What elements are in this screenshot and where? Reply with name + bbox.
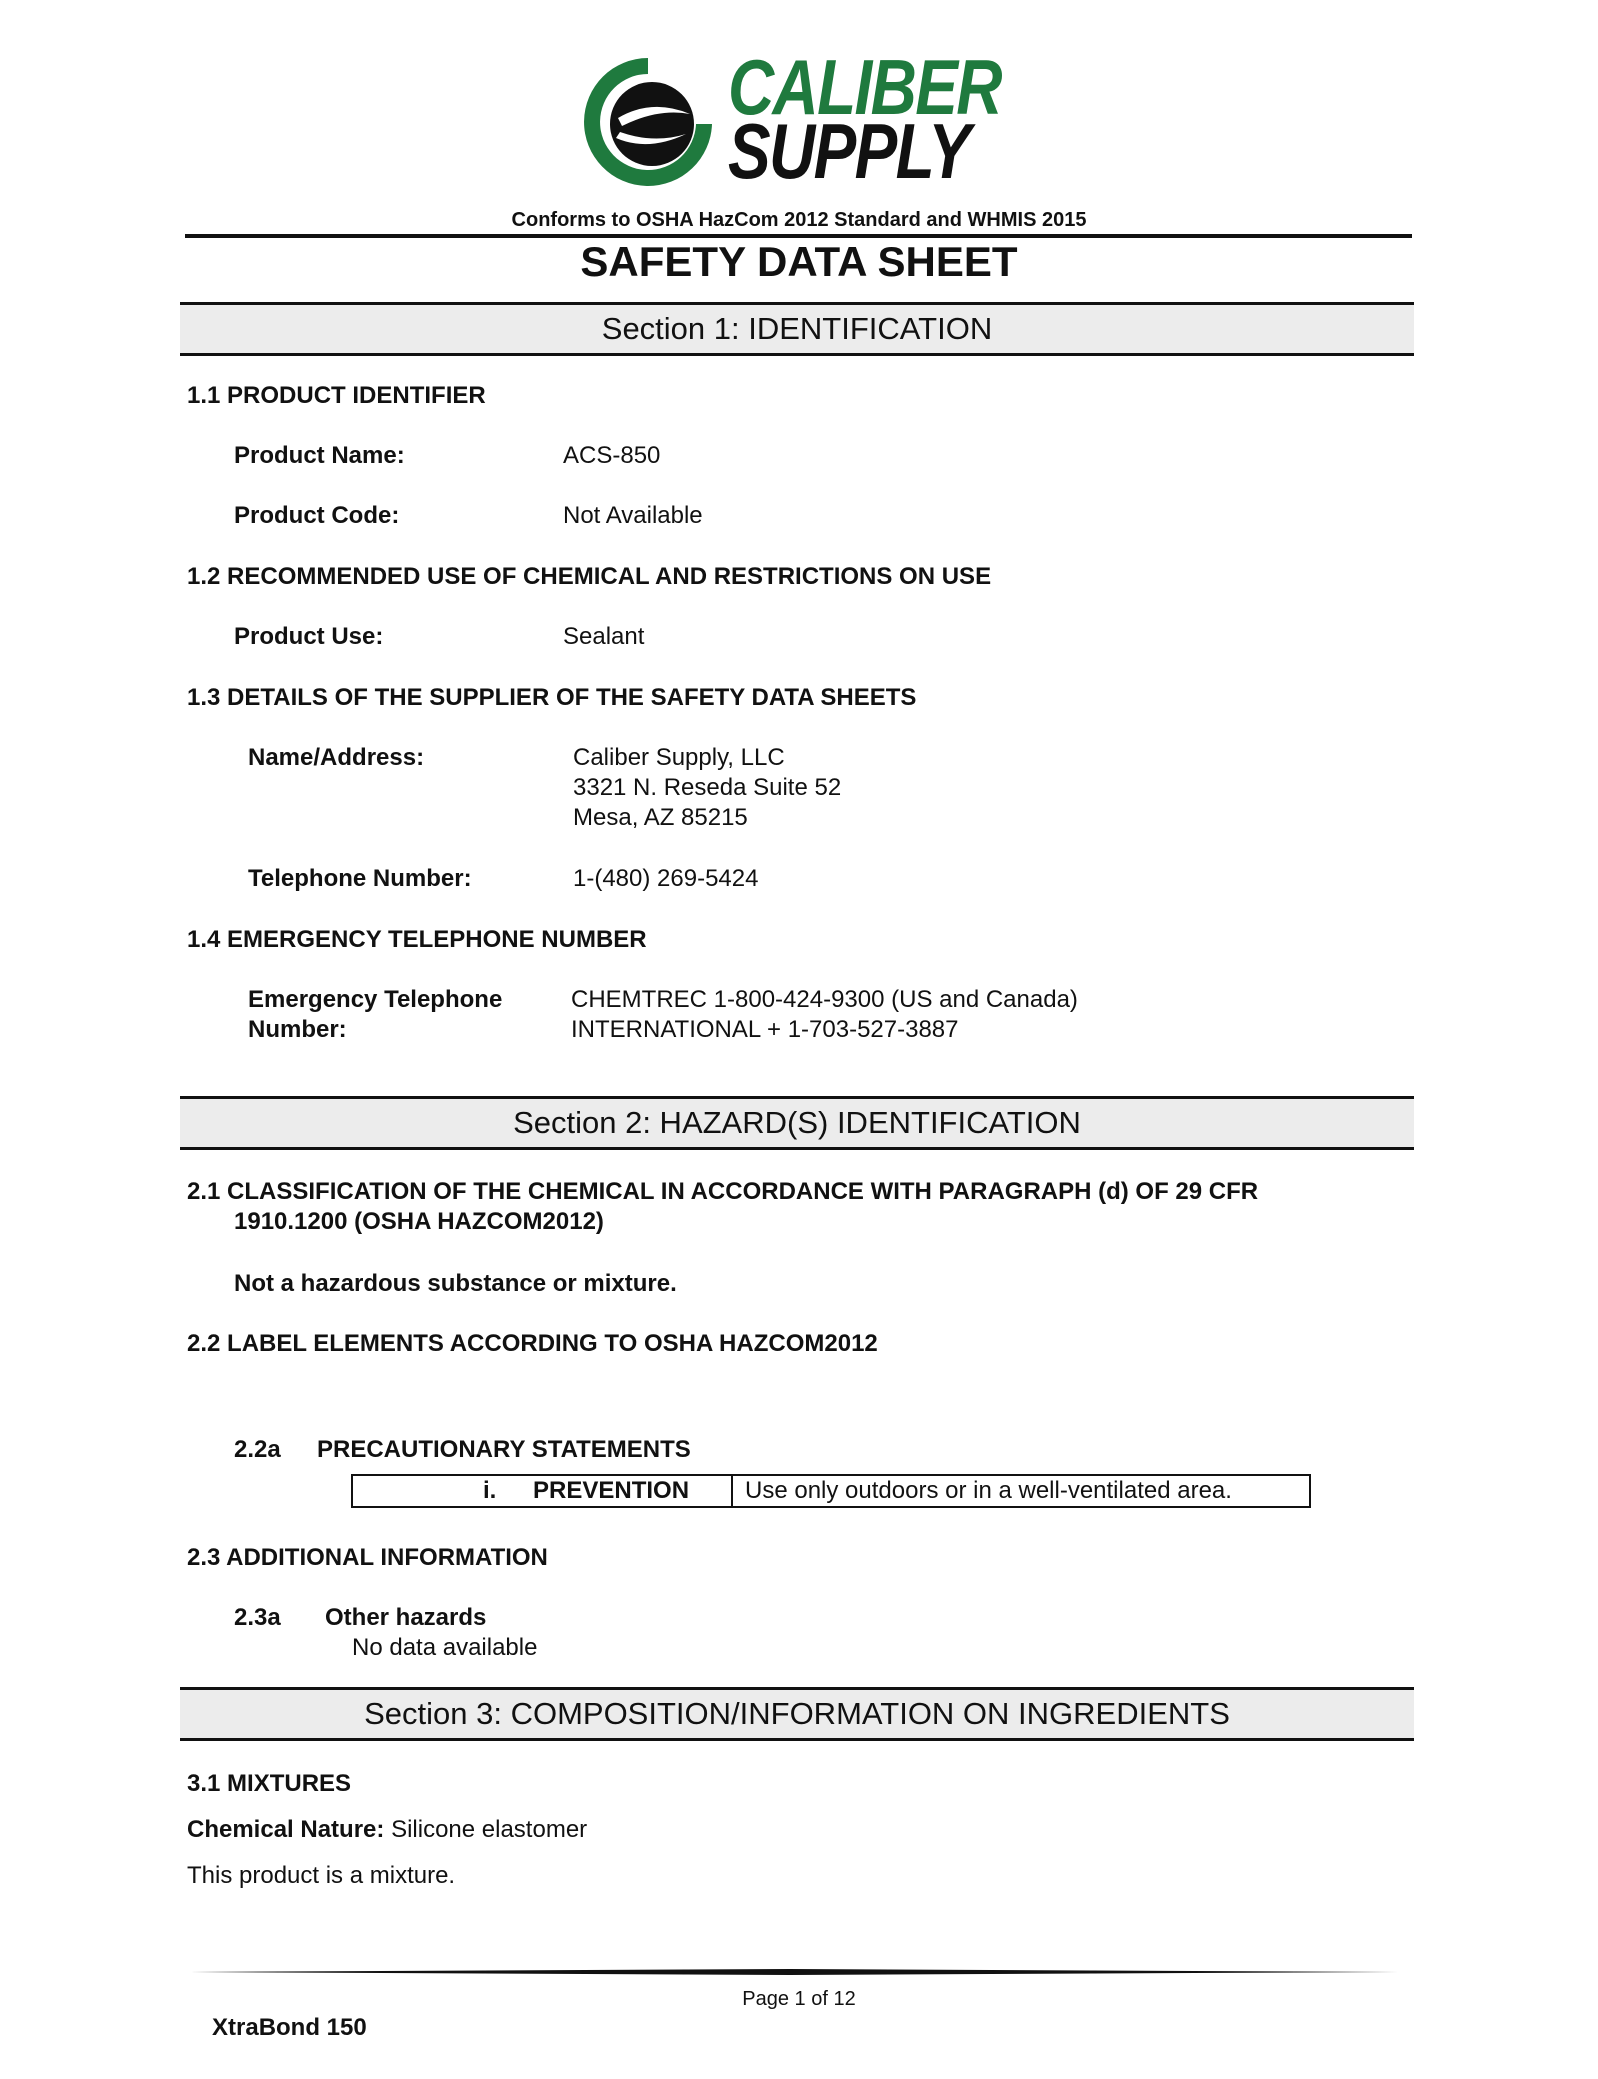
product-code-value: Not Available (563, 502, 703, 529)
address-line-2: 3321 N. Reseda Suite 52 (573, 774, 842, 801)
heading-2-3: 2.3 ADDITIONAL INFORMATION (187, 1544, 548, 1571)
chemical-nature-label: Chemical Nature: (187, 1816, 385, 1843)
emergency-international: INTERNATIONAL + 1-703-527-3887 (571, 1016, 959, 1043)
heading-1-2: 1.2 RECOMMENDED USE OF CHEMICAL AND RESTRICTIONS ON USE (187, 563, 992, 590)
telephone-label: Telephone Number: (248, 865, 472, 892)
footer-rule (190, 1969, 1405, 1975)
telephone-value: 1-(480) 269-5424 (573, 865, 759, 892)
prevention-text: Use only outdoors or in a well-ventilated area. (745, 1477, 1232, 1504)
footer-product-name: XtraBond 150 (212, 2014, 367, 2041)
conforms-statement: Conforms to OSHA HazCom 2012 Standard and WHMIS 2015 (511, 209, 1087, 231)
page-number: Page 1 of 12 (742, 1988, 856, 2010)
emergency-label-line-1: Emergency Telephone (248, 986, 503, 1013)
name-address-label: Name/Address: (248, 744, 425, 771)
chemical-nature-line (187, 1816, 587, 1844)
heading-2-3a-title: Other hazards (325, 1604, 487, 1631)
product-use-label: Product Use: (234, 623, 384, 650)
heading-1-1: 1.1 PRODUCT IDENTIFIER (187, 382, 486, 409)
chemical-nature-value: Silicone elastomer (391, 1816, 588, 1843)
heading-1-4: 1.4 EMERGENCY TELEPHONE NUMBER (187, 926, 647, 953)
emergency-label-line-2: Number: (248, 1016, 347, 1043)
product-code-label: Product Code: (234, 502, 400, 529)
heading-2-3a-number: 2.3a (234, 1604, 281, 1631)
not-hazardous-statement: Not a hazardous substance or mixture. (234, 1270, 677, 1297)
document-title: SAFETY DATA SHEET (580, 238, 1018, 285)
logo-line-supply: SUPPLY (728, 107, 970, 195)
address-line-1: Caliber Supply, LLC (573, 744, 785, 771)
prevention-label: PREVENTION (533, 1477, 690, 1504)
prevention-label-cell (353, 1476, 733, 1506)
logo-swirl-icon (578, 52, 718, 192)
product-name-label: Product Name: (234, 442, 405, 469)
heading-2-2a-number: 2.2a (234, 1436, 281, 1463)
caliber-supply-logo (578, 43, 1018, 198)
heading-2-2: 2.2 LABEL ELEMENTS ACCORDING TO OSHA HAZCOM2012 (187, 1330, 878, 1357)
heading-3-1: 3.1 MIXTURES (187, 1770, 352, 1797)
precautionary-table (351, 1474, 1311, 1508)
emergency-chemtrec: CHEMTREC 1-800-424-9300 (US and Canada) (571, 986, 1078, 1013)
section-3-header: Section 3: COMPOSITION/INFORMATION ON INGREDIENTS (180, 1687, 1414, 1741)
prevention-number: i. (483, 1477, 497, 1504)
product-use-value: Sealant (563, 623, 645, 650)
heading-1-3: 1.3 DETAILS OF THE SUPPLIER OF THE SAFETY DATA SHEETS (187, 684, 917, 711)
heading-2-1-line-2: 1910.1200 (OSHA HAZCOM2012) (234, 1208, 604, 1235)
section-2-header: Section 2: HAZARD(S) IDENTIFICATION (180, 1096, 1414, 1150)
address-line-3: Mesa, AZ 85215 (573, 804, 748, 831)
other-hazards-value: No data available (352, 1634, 538, 1661)
heading-2-2a-title: PRECAUTIONARY STATEMENTS (317, 1436, 691, 1463)
product-name-value: ACS-850 (563, 442, 661, 469)
section-1-header: Section 1: IDENTIFICATION (180, 302, 1414, 356)
heading-2-1-line-1: 2.1 CLASSIFICATION OF THE CHEMICAL IN ACCORDANCE WITH PARAGRAPH (d) OF 29 CFR (187, 1178, 1259, 1205)
logo-line-caliber: CALIBER (728, 43, 1001, 131)
mixture-note: This product is a mixture. (187, 1862, 456, 1889)
